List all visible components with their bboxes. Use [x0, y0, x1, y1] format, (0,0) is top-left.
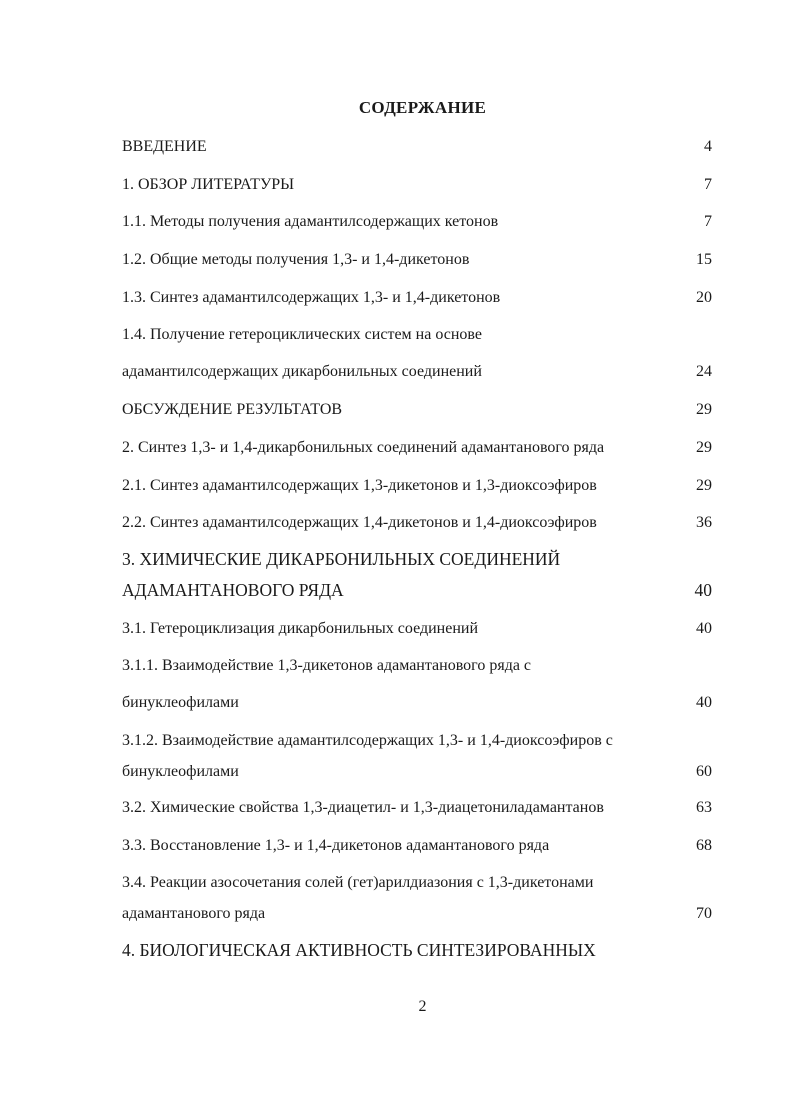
toc-entry-text: 3.1.1. Взаимодействие 1,3-дикетонов адамантанового ряда с	[122, 657, 532, 674]
toc-entry-page: 29	[696, 401, 712, 418]
toc-entry-text: 1.4. Получение гетероциклических систем на основе	[122, 326, 482, 343]
toc-entry-page: 15	[696, 251, 712, 268]
toc-entry-page: 63	[696, 799, 712, 816]
toc-entry-page: 4	[704, 138, 712, 155]
toc-entry-page: 68	[696, 837, 712, 854]
toc-entry-text: 3. ХИМИЧЕСКИЕ ДИКАРБОНИЛЬНЫХ СОЕДИНЕНИЙ	[122, 549, 561, 569]
toc-entry-page: 40	[696, 620, 712, 637]
page-number: 2	[418, 998, 427, 1015]
toc-entry-page: 70	[696, 905, 712, 922]
toc-entry-page: 24	[696, 363, 712, 380]
toc-entry-page: 36	[696, 514, 712, 531]
toc-entry-text: 4. БИОЛОГИЧЕСКАЯ АКТИВНОСТЬ СИНТЕЗИРОВАННЫХ	[122, 940, 596, 960]
toc-entry-text: 2.1. Синтез адамантилсодержащих 1,3-дикетонов и 1,3-диоксоэфиров	[122, 477, 597, 494]
toc-entry-text: 2. Синтез 1,3- и 1,4-дикарбонильных соединений адамантанового ряда	[122, 439, 605, 456]
toc-entry-text: адамантанового ряда	[122, 905, 266, 922]
toc-entry-text: 1.1. Методы получения адамантилсодержащих кетонов	[122, 213, 499, 230]
toc-entry-text: 2.2. Синтез адамантилсодержащих 1,4-дикетонов и 1,4-диоксоэфиров	[122, 514, 597, 531]
toc-entry-text: адамантилсодержащих дикарбонильных соединений	[122, 363, 482, 380]
toc-entry-page: 7	[704, 213, 712, 230]
toc-entry-page: 20	[696, 289, 712, 306]
toc-entry-text: бинуклеофилами	[122, 763, 239, 780]
toc-entry-page: 29	[696, 439, 712, 456]
toc-entry-text: 1. ОБЗОР ЛИТЕРАТУРЫ	[122, 176, 295, 193]
toc-entry-text: 1.3. Синтез адамантилсодержащих 1,3- и 1,4-дикетонов	[122, 289, 501, 306]
toc-entry-page: 40	[696, 694, 712, 711]
toc-entry-page: 7	[704, 176, 712, 193]
toc-entry-text: 3.2. Химические свойства 1,3-диацетил- и 1,3-диацетониладамантанов	[122, 799, 604, 816]
toc-entry-text: 3.3. Восстановление 1,3- и 1,4-дикетонов адамантанового ряда	[122, 837, 550, 854]
page-title: СОДЕРЖАНИЕ	[358, 98, 487, 117]
toc-entry-text: АДАМАНТАНОВОГО РЯДА	[122, 580, 344, 600]
toc-entry-text: 3.4. Реакции азосочетания солей (гет)арилдиазония с 1,3-дикетонами	[122, 874, 594, 891]
toc-entry-text: бинуклеофилами	[122, 694, 239, 711]
toc-entry-page: 29	[696, 477, 712, 494]
toc-entry-text: ВВЕДЕНИЕ	[122, 138, 207, 155]
toc-entry-text: ОБСУЖДЕНИЕ РЕЗУЛЬТАТОВ	[122, 401, 343, 418]
toc-entry-page: 40	[694, 580, 712, 600]
toc-entry-text: 3.1. Гетероциклизация дикарбонильных соединений	[122, 620, 479, 637]
toc-entry-text: 3.1.2. Взаимодействие адамантилсодержащих 1,3- и 1,4-диоксоэфиров с	[122, 732, 613, 749]
toc-entry-page: 60	[696, 763, 712, 780]
toc-entry-text: 1.2. Общие методы получения 1,3- и 1,4-дикетонов	[122, 251, 470, 268]
